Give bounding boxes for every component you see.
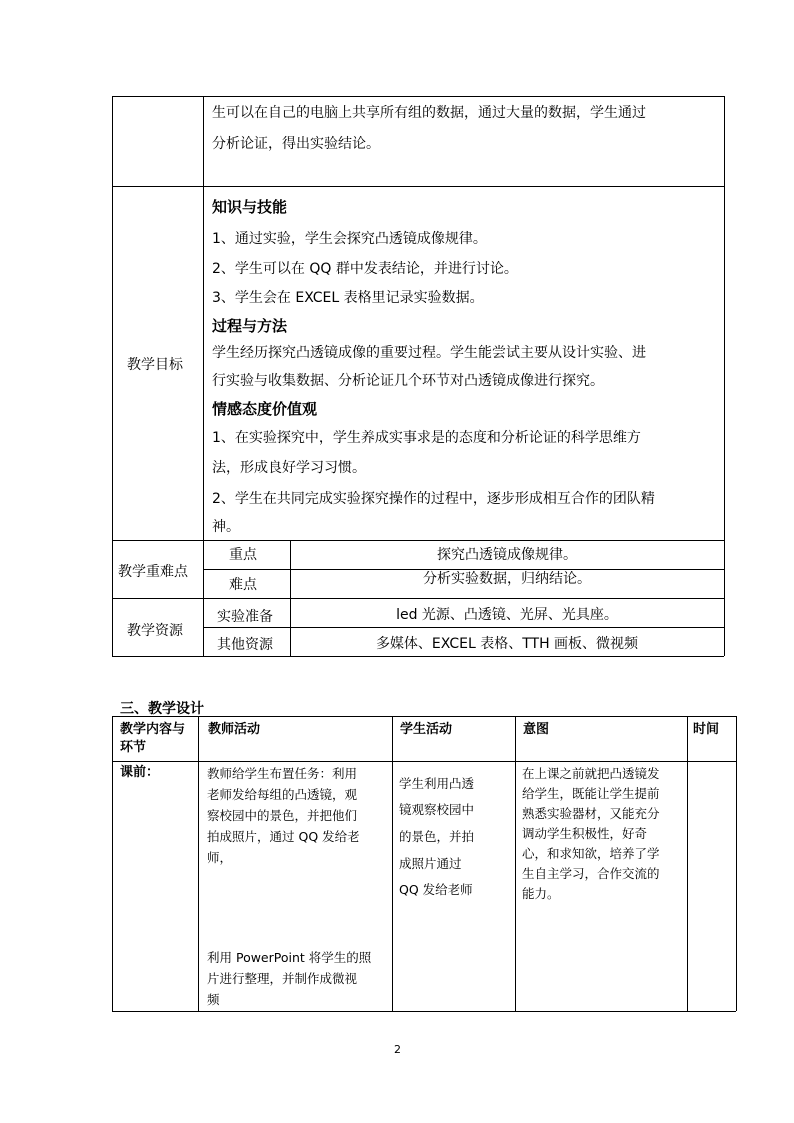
knowledge-item-3: 3、学生会在 EXCEL 表格里记录实验数据。 — [212, 290, 484, 306]
header-stage-line-2: 环节 — [120, 740, 147, 755]
teacher-line-8: 频 — [207, 992, 220, 1007]
key-point-value: 探究凸透镜成像规律。 — [437, 547, 577, 563]
knowledge-heading: 知识与技能 — [212, 198, 288, 216]
teacher-line-7: 片进行整理，并制作成微视 — [207, 971, 358, 986]
knowledge-item-2: 2、学生可以在 QQ 群中发表结论，并进行讨论。 — [212, 261, 518, 277]
emotion-line-4: 神。 — [212, 519, 240, 535]
experiment-prep-label: 实验准备 — [217, 609, 273, 625]
knowledge-item-1: 1、通过实验，学生会探究凸透镜成像规律。 — [212, 231, 487, 247]
intent-line-6: 生自主学习，合作交流的 — [522, 866, 660, 881]
page-number: 2 — [394, 1043, 401, 1056]
key-points-label: 教学重难点 — [118, 564, 188, 580]
other-resources-label: 其他资源 — [217, 637, 273, 653]
header-stage-line-1: 教学内容与 — [120, 722, 186, 737]
objectives-label: 教学目标 — [127, 357, 183, 373]
teacher-line-6: 利用 PowerPoint 将学生的照 — [207, 950, 372, 965]
teacher-line-4: 拍成照片，通过 QQ 发给老 — [207, 829, 360, 844]
student-line-1: 学生利用凸透 — [399, 776, 475, 791]
difficult-point-label: 难点 — [229, 577, 257, 593]
student-line-4: 成照片通过 — [399, 856, 462, 871]
intent-line-5: 心，和求知欲，培养了学 — [522, 846, 660, 861]
intent-line-1: 在上课之前就把凸透镜发 — [522, 766, 660, 781]
process-line-2: 行实验与收集数据、分析论证几个环节对凸透镜成像进行探究。 — [212, 373, 604, 389]
teacher-line-5: 师， — [207, 850, 233, 865]
key-point-label: 重点 — [229, 547, 257, 563]
intent-line-3: 熟悉实验器材，又能充分 — [522, 806, 660, 821]
experiment-prep-value: led 光源、凸透镜、光屏、光具座。 — [396, 607, 618, 623]
process-line-1: 学生经历探究凸透镜成像的重要过程。学生能尝试主要从设计实验、进 — [212, 345, 646, 361]
teacher-line-2: 老师发给每组的凸透镜，观 — [207, 787, 358, 802]
student-line-2: 镜观察校园中 — [399, 802, 475, 817]
header-teacher: 教师活动 — [208, 722, 261, 737]
student-line-5: QQ 发给老师 — [399, 882, 473, 897]
header-time: 时间 — [693, 722, 720, 737]
student-line-3: 的景色，并拍 — [399, 829, 475, 844]
section-title: 三、教学设计 — [120, 701, 204, 717]
teacher-line-1: 教师给学生布置任务：利用 — [207, 766, 358, 781]
continued-line-2: 分析论证，得出实验结论。 — [212, 136, 380, 152]
emotion-heading: 情感态度价值观 — [212, 400, 318, 418]
stage-label: 课前： — [120, 765, 160, 780]
teacher-line-3: 察校园中的景色，并把他们 — [207, 808, 358, 823]
difficult-point-value: 分析实验数据，归纳结论。 — [423, 571, 591, 587]
emotion-line-2: 法，形成良好学习习惯。 — [212, 460, 366, 476]
intent-line-4: 调动学生积极性，好奇 — [522, 826, 648, 841]
resources-label: 教学资源 — [127, 623, 183, 639]
continued-line-1: 生可以在自己的电脑上共享所有组的数据，通过大量的数据，学生通过 — [212, 105, 646, 121]
header-intent: 意图 — [523, 722, 550, 737]
intent-line-7: 能力。 — [522, 886, 560, 901]
other-resources-value: 多媒体、EXCEL 表格、TTH 画板、微视频 — [375, 636, 639, 652]
emotion-line-3: 2、学生在共同完成实验探究操作的过程中，逐步形成相互合作的团队精 — [212, 491, 655, 507]
emotion-line-1: 1、在实验探究中，学生养成实事求是的态度和分析论证的科学思维方 — [212, 430, 641, 446]
process-heading: 过程与方法 — [212, 317, 288, 335]
header-student: 学生活动 — [400, 722, 453, 737]
intent-line-2: 给学生，既能让学生提前 — [522, 786, 660, 801]
